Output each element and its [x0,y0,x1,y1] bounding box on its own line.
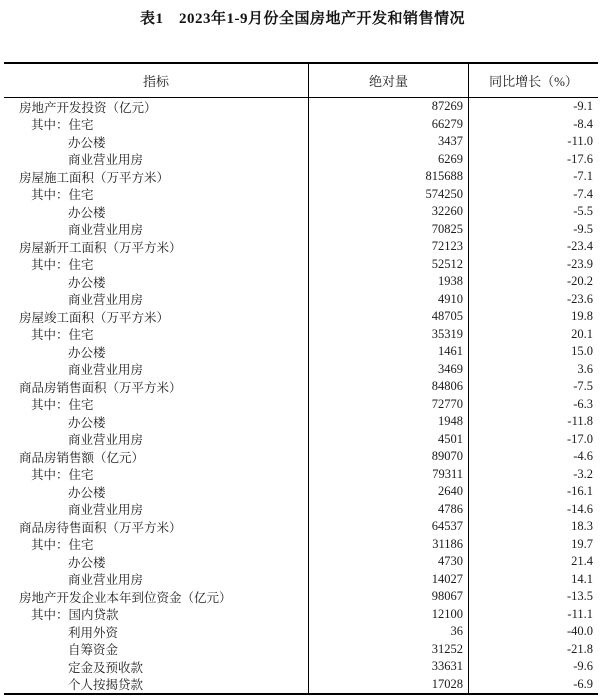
yoy-growth-cell: 18.3 [468,518,598,536]
absolute-amount-cell: 4786 [308,501,468,519]
indicator-cell: 办公楼 [68,205,106,220]
absolute-amount-cell: 31252 [308,641,468,659]
table-row [4,98,598,116]
table-row [4,238,598,256]
statistics-table [4,62,598,695]
indicator-cell: 商业营业用房 [68,153,144,168]
yoy-growth-cell: -23.9 [468,256,598,274]
table-row [4,623,598,641]
page-title: 表1 2023年1-9月份全国房地产开发和销售情况 [140,11,465,27]
absolute-amount-cell: 1948 [308,413,468,431]
indicator-cell: 定金及预收款 [68,660,144,675]
indicator-cell: 商业营业用房 [68,573,144,588]
yoy-growth-cell: -6.9 [468,676,598,694]
table-row [4,291,598,309]
indicator-cell: 自筹资金 [68,643,119,658]
yoy-growth-cell: -11.1 [468,606,598,624]
yoy-growth-cell: -14.6 [468,501,598,519]
indicator-cell: 商业营业用房 [68,503,144,518]
indicator-cell: 其中：国内贷款 [31,608,119,623]
indicator-cell: 商业营业用房 [68,433,144,448]
table-row [4,273,598,291]
yoy-growth-cell: 14.1 [468,571,598,589]
absolute-amount-cell: 815688 [308,168,468,186]
yoy-growth-cell: -13.5 [468,588,598,606]
table-row [4,536,598,554]
indicator-cell: 其中：住宅 [31,328,94,343]
table-header-row [4,64,598,98]
table-row [4,221,598,239]
yoy-growth-cell: -6.3 [468,396,598,414]
absolute-amount-cell: 17028 [308,676,468,694]
indicator-cell: 商业营业用房 [68,223,144,238]
yoy-growth-cell: -9.5 [468,221,598,239]
table-row [4,413,598,431]
yoy-growth-cell: -17.6 [468,151,598,169]
yoy-growth-cell: -5.5 [468,203,598,221]
indicator-cell: 其中：住宅 [31,188,94,203]
absolute-amount-cell: 2640 [308,483,468,501]
table-row [4,553,598,571]
table-row [4,308,598,326]
table-row [4,361,598,379]
absolute-amount-cell: 70825 [308,221,468,239]
table-row [4,448,598,466]
indicator-cell: 办公楼 [68,345,106,360]
absolute-amount-cell: 31186 [308,536,468,554]
indicator-cell: 其中：住宅 [31,468,94,483]
indicator-cell: 利用外资 [68,625,119,640]
yoy-growth-cell: -7.1 [468,168,598,186]
indicator-cell: 房地产开发投资（亿元） [19,100,157,115]
indicator-cell: 其中：住宅 [31,538,94,553]
absolute-amount-cell: 6269 [308,151,468,169]
indicator-cell: 办公楼 [68,555,106,570]
yoy-growth-cell: -9.1 [468,98,598,116]
absolute-amount-cell: 35319 [308,326,468,344]
table-row [4,378,598,396]
yoy-growth-cell: -7.4 [468,186,598,204]
yoy-growth-cell: 3.6 [468,361,598,379]
yoy-growth-cell: -20.2 [468,273,598,291]
absolute-amount-cell: 64537 [308,518,468,536]
indicator-cell: 个人按揭贷款 [68,678,144,693]
absolute-amount-cell: 84806 [308,378,468,396]
yoy-growth-cell: -9.6 [468,658,598,676]
indicator-cell: 房地产开发企业本年到位资金（亿元） [19,590,232,605]
absolute-amount-cell: 98067 [308,588,468,606]
absolute-amount-cell: 14027 [308,571,468,589]
absolute-amount-cell: 32260 [308,203,468,221]
table-row [4,588,598,606]
table-row [4,168,598,186]
column-header-absolute-amount: 绝对量 [308,64,468,97]
indicator-cell: 房屋新开工面积（万平方米） [19,240,182,255]
yoy-growth-cell: -11.8 [468,413,598,431]
absolute-amount-cell: 12100 [308,606,468,624]
yoy-growth-cell: 19.8 [468,308,598,326]
table-row [4,571,598,589]
yoy-growth-cell: -16.1 [468,483,598,501]
table-row [4,343,598,361]
indicator-cell: 办公楼 [68,485,106,500]
absolute-amount-cell: 1461 [308,343,468,361]
column-header-yoy-growth: 同比增长（%） [468,64,598,97]
absolute-amount-cell: 3437 [308,133,468,151]
indicator-cell: 房屋竣工面积（万平方米） [19,310,170,325]
table-body [4,98,598,693]
yoy-growth-cell: -17.0 [468,431,598,449]
table-row [4,641,598,659]
indicator-cell: 办公楼 [68,415,106,430]
table-row [4,676,598,694]
indicator-cell: 其中：住宅 [31,258,94,273]
table-row [4,518,598,536]
yoy-growth-cell: -4.6 [468,448,598,466]
absolute-amount-cell: 79311 [308,466,468,484]
absolute-amount-cell: 36 [308,623,468,641]
table-row [4,396,598,414]
yoy-growth-cell: 20.1 [468,326,598,344]
yoy-growth-cell: 19.7 [468,536,598,554]
indicator-cell: 商业营业用房 [68,363,144,378]
table-row [4,466,598,484]
table-row [4,116,598,134]
absolute-amount-cell: 4730 [308,553,468,571]
table-row [4,658,598,676]
table-row [4,606,598,624]
table-row [4,186,598,204]
absolute-amount-cell: 66279 [308,116,468,134]
table-row [4,326,598,344]
absolute-amount-cell: 52512 [308,256,468,274]
table-row [4,151,598,169]
absolute-amount-cell: 3469 [308,361,468,379]
indicator-cell: 房屋施工面积（万平方米） [19,170,170,185]
indicator-cell: 商品房销售额（亿元） [19,450,145,465]
indicator-cell: 其中：住宅 [31,398,94,413]
yoy-growth-cell: -11.0 [468,133,598,151]
indicator-cell: 商品房待售面积（万平方米） [19,520,182,535]
table-row [4,256,598,274]
indicator-cell: 其中：住宅 [31,118,94,133]
table-row [4,501,598,519]
yoy-growth-cell: -3.2 [468,466,598,484]
absolute-amount-cell: 72770 [308,396,468,414]
absolute-amount-cell: 87269 [308,98,468,116]
yoy-growth-cell: -8.4 [468,116,598,134]
table-row [4,133,598,151]
absolute-amount-cell: 89070 [308,448,468,466]
absolute-amount-cell: 4501 [308,431,468,449]
indicator-cell: 商品房销售面积（万平方米） [19,380,182,395]
yoy-growth-cell: -23.4 [468,238,598,256]
indicator-cell: 办公楼 [68,135,106,150]
yoy-growth-cell: 21.4 [468,553,598,571]
table-row [4,203,598,221]
yoy-growth-cell: -40.0 [468,623,598,641]
yoy-growth-cell: 15.0 [468,343,598,361]
absolute-amount-cell: 33631 [308,658,468,676]
absolute-amount-cell: 574250 [308,186,468,204]
yoy-growth-cell: -23.6 [468,291,598,309]
table-row [4,431,598,449]
yoy-growth-cell: -7.5 [468,378,598,396]
indicator-cell: 商业营业用房 [68,293,144,308]
column-header-indicator: 指标 [142,74,169,89]
table-row [4,483,598,501]
absolute-amount-cell: 4910 [308,291,468,309]
absolute-amount-cell: 72123 [308,238,468,256]
absolute-amount-cell: 1938 [308,273,468,291]
absolute-amount-cell: 48705 [308,308,468,326]
yoy-growth-cell: -21.8 [468,641,598,659]
indicator-cell: 办公楼 [68,275,106,290]
